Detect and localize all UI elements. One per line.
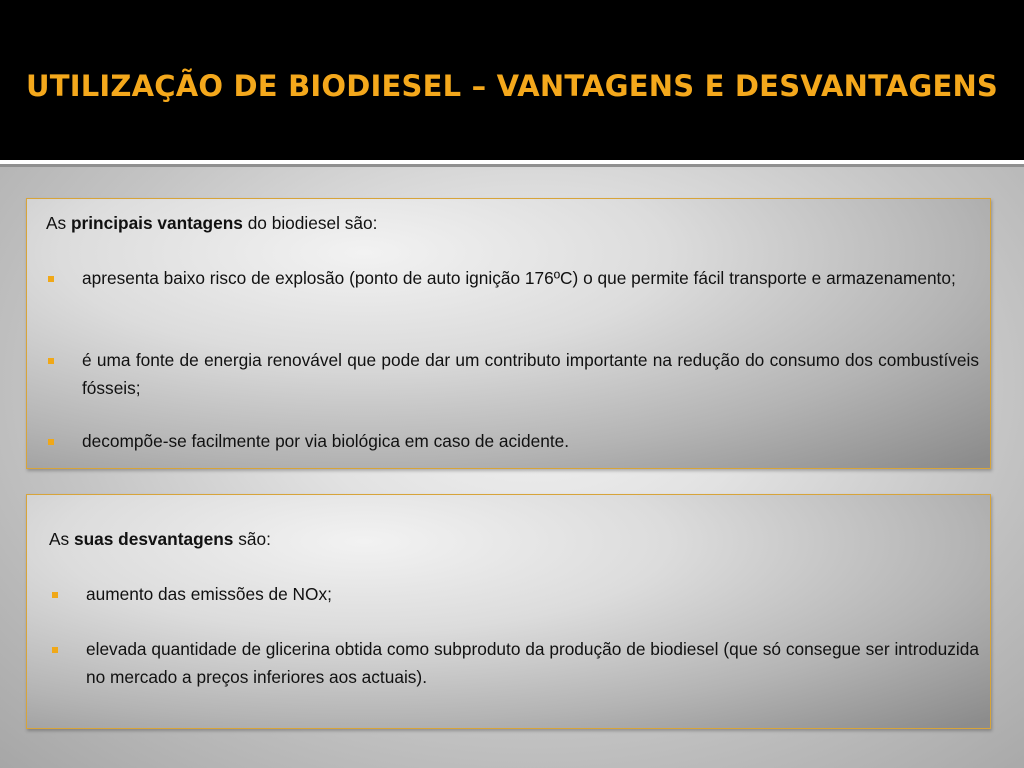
disadvantage-item-1: aumento das emissões de NOx; <box>86 584 332 604</box>
disadvantages-intro-prefix: As <box>49 529 74 549</box>
advantage-item-2: é uma fonte de energia renovável que pode dar um contributo importante na redução do consumo dos combustíveis fósseis; <box>82 350 979 398</box>
square-bullet-icon <box>48 276 54 282</box>
advantages-intro-prefix: As <box>46 213 71 233</box>
square-bullet-icon <box>48 439 54 445</box>
advantage-item-1: apresenta baixo risco de explosão (ponto de auto ignição 176ºC) o que permite fácil transporte e armazenamento; <box>82 268 956 288</box>
square-bullet-icon <box>48 358 54 364</box>
advantages-intro-bold: principais vantagens <box>70 213 243 233</box>
header-divider-shadow <box>0 164 1024 167</box>
disadvantages-intro-bold: suas desvantagens <box>73 529 234 549</box>
advantages-intro-suffix: do biodiesel são: <box>242 213 378 233</box>
advantages-intro <box>46 209 377 237</box>
square-bullet-icon <box>52 647 58 653</box>
disadvantage-item-2: elevada quantidade de glicerina obtida como subproduto da produção de biodiesel (que só consegue ser introduzida no mercado a preços inferiores aos actuais). <box>86 639 979 687</box>
advantage-item-3: decompõe-se facilmente por via biológica em caso de acidente. <box>82 431 570 451</box>
disadvantages-intro-suffix: são: <box>233 529 271 549</box>
disadvantages-intro <box>49 525 271 553</box>
slide-header <box>0 0 1024 160</box>
disadvantages-box <box>26 494 991 729</box>
square-bullet-icon <box>52 592 58 598</box>
advantages-box <box>26 198 991 469</box>
slide-title: UTILIZAÇÃO DE BIODIESEL – VANTAGENS E DESVANTAGENS <box>25 69 999 103</box>
